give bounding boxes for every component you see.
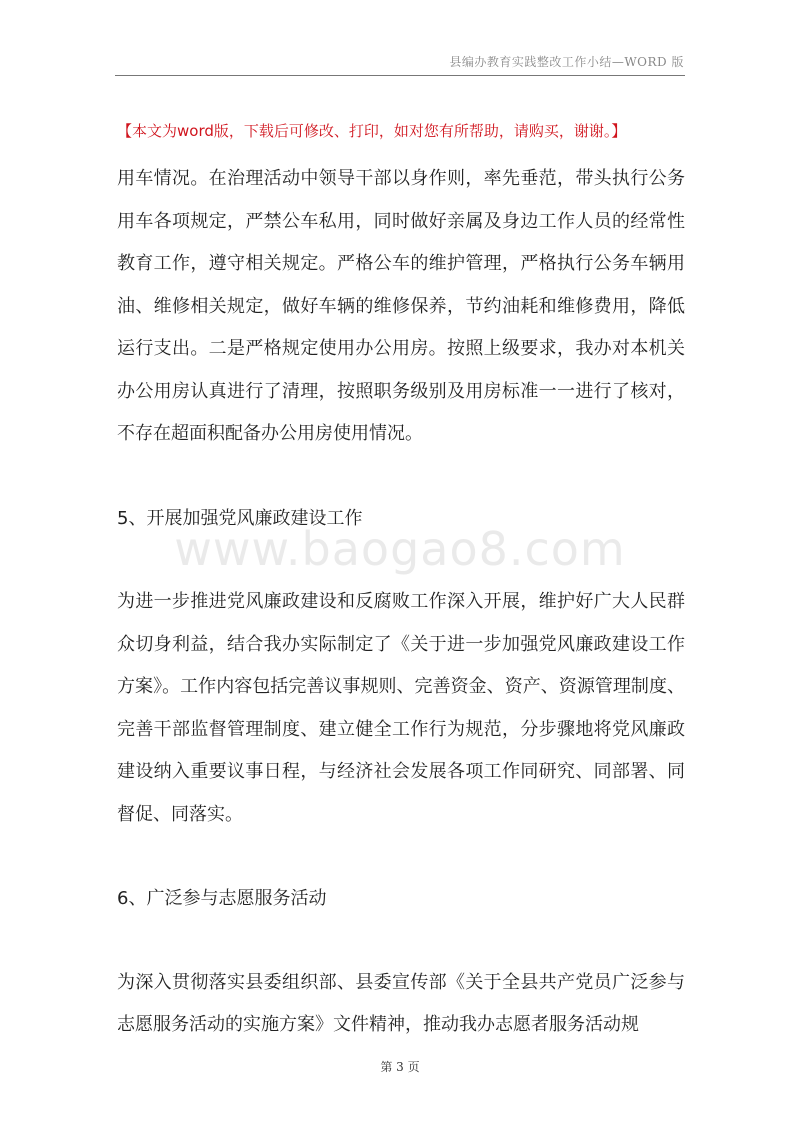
spacer [117,540,685,581]
header-divider [115,75,685,76]
document-body [117,158,685,1047]
paragraph-volunteer-service: 为深入贯彻落实县委组织部、县委宣传部《关于全县共产党员广泛参与志愿服务活动的实施方案》文件精神，推动我办志愿者服务活动规 [117,971,685,1035]
spacer [117,921,685,962]
spacer [117,456,685,498]
paragraph-party-integrity: 为进一步推进党风廉政建设和反腐败工作深入开展，维护好广大人民群众切身利益，结合我办实际制定了《关于进一步加强党风廉政建设工作方案》。工作内容包括完善议事规则、完善资金、资产、资源管理制度、完善干部监督管理制度、建立健全工作行为规范，分步骤地将党风廉政建设纳入重要议事日程，与经济社会发展各项工作同研究、同部署、同督促、同落实。 [117,591,685,825]
section-heading-5: 5、开展加强党风廉政建设工作 [117,507,363,529]
download-notice: 【本文为word版，下载后可修改、打印，如对您有所帮助，请购买，谢谢。】 [117,122,627,140]
watermark: www.baogao8.com [174,522,626,576]
section-heading-6: 6、广泛参与志愿服务活动 [117,888,327,909]
page-number: 第 3 页 [380,1060,420,1074]
spacer [117,836,685,878]
paragraph-vehicle-usage: 用车情况。在治理活动中领导干部以身作则，率先垂范，带头执行公务用车各项规定，严禁公车私用，同时做好亲属及身边工作人员的经常性教育工作，遵守相关规定。严格公车的维护管理，严格执行公务车辆用油、维修相关规定，做好车辆的维修保养，节约油耗和维修费用，降低运行支出。二是严格规定使用办公用房。按照上级要求，我办对本机关办公用房认真进行了清理，按照职务级别及用房标准一一进行了核对，不存在超面积配备办公用房使用情况。 [117,168,685,444]
header-title: 县编办教育实践整改工作小结—WORD 版 [449,55,684,69]
